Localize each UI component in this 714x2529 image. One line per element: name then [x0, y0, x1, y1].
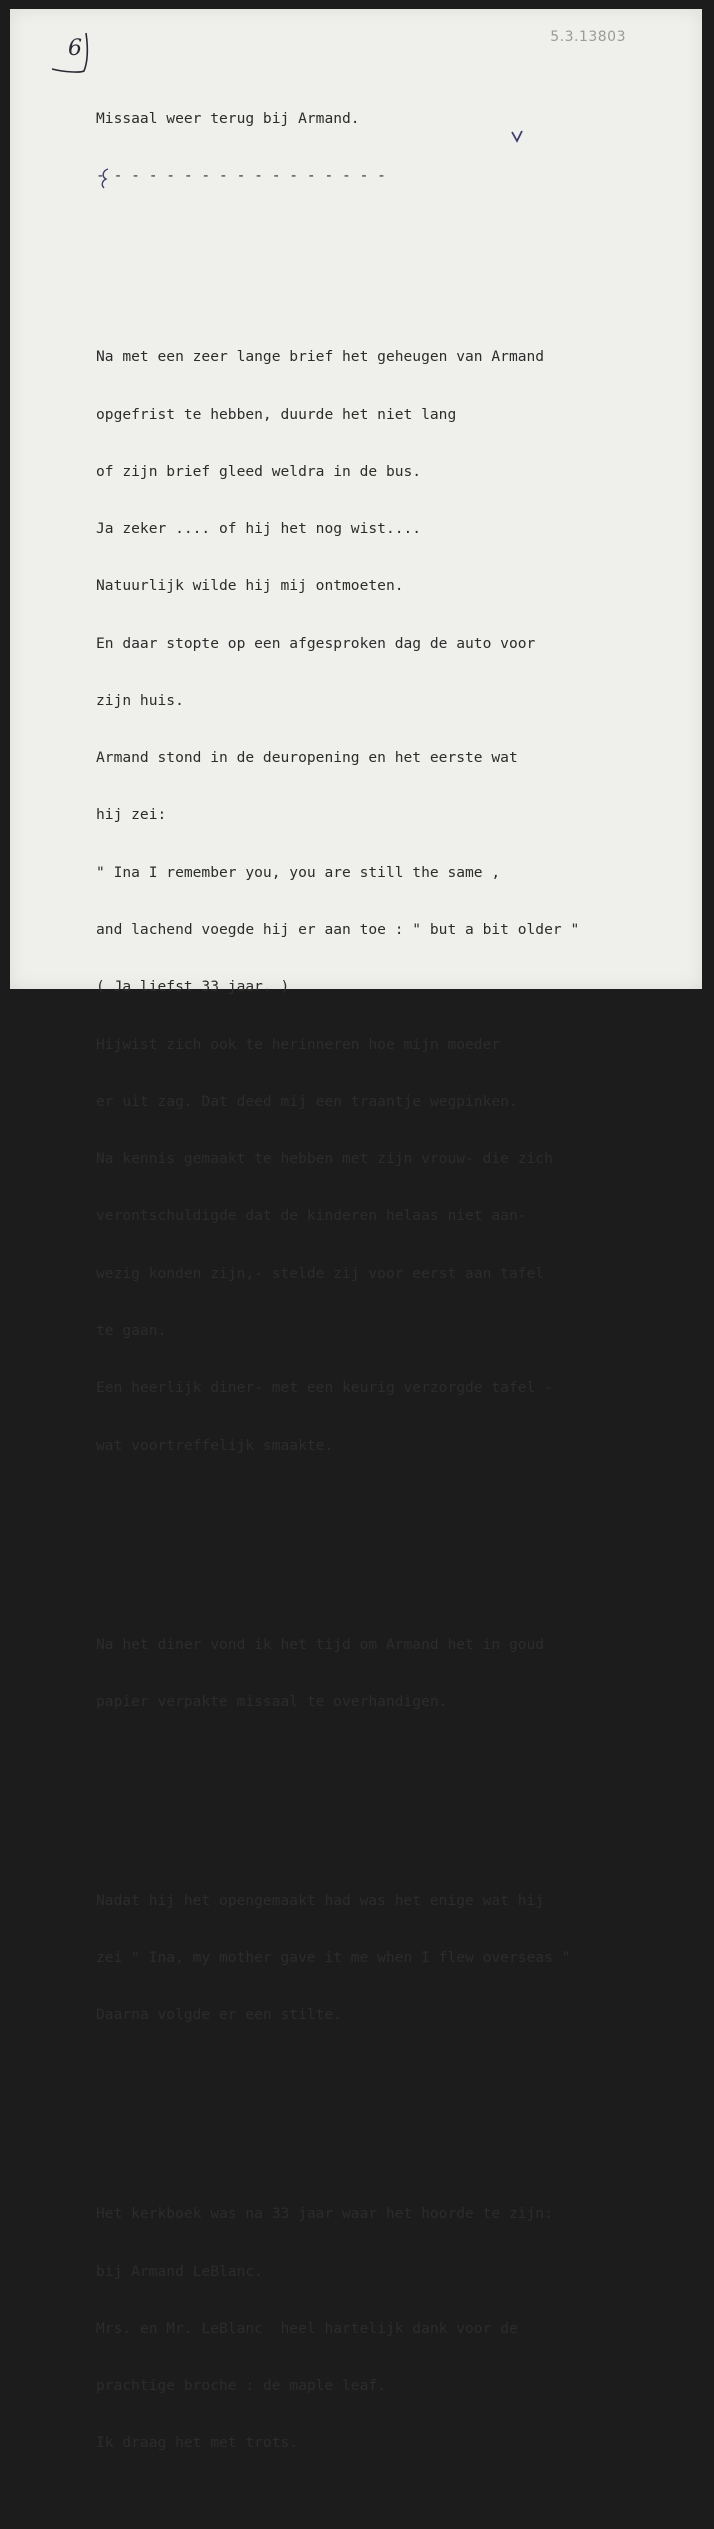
- text-line: er uit zag. Dat deed mij een traantje wegpinken.: [96, 1092, 518, 1110]
- text-line: Nadat hij het opengemaakt had was het enige wat hij: [96, 1891, 545, 1909]
- text-line: bij Armand LeBlanc.: [96, 2262, 263, 2280]
- text-line: Daarna volgde er een stilte.: [96, 2006, 343, 2024]
- text-line: zijn huis.: [96, 691, 184, 709]
- text-line: wat voortreffelijk smaakte.: [96, 1436, 334, 1454]
- text-line: " Ina I remember you, you are still the same ,: [96, 863, 501, 881]
- text-line: Ja zeker .... of hij het nog wist....: [96, 520, 422, 538]
- text-line: Mrs. en Mr. LeBlanc heel hartelijk dank voor de: [96, 2319, 518, 2337]
- text-line: Na met een zeer lange brief het geheugen van Armand: [96, 348, 545, 366]
- document-page: [10, 9, 702, 2452]
- text-line: Armand stond in de deuropening en het eerste wat: [96, 749, 518, 767]
- document-title: Missaal weer terug bij Armand.: [96, 110, 360, 128]
- text-line: Het kerkboek was na 33 jaar waar het hoorde te zijn:: [96, 2205, 553, 2223]
- archive-reference: 5.3.13803: [550, 29, 626, 45]
- typed-text: [96, 71, 686, 2529]
- text-line: zei " Ina, my mother gave it me when I flew overseas ": [96, 1949, 571, 1966]
- text-line: and lachend voegde hij er aan toe : " but a bit older ": [96, 921, 580, 939]
- paragraph-2: [96, 1596, 686, 1749]
- text-line: te gaan.: [96, 1322, 167, 1339]
- text-line: En daar stopte op een afgesproken dag de auto voor: [96, 634, 536, 652]
- handwritten-page-number: 6: [68, 36, 82, 61]
- text-line: hij zei:: [96, 806, 167, 824]
- paragraph-4: [96, 2166, 686, 2491]
- text-line: Een heerlijk diner- met een keurig verzorgde tafel -: [96, 1379, 553, 1397]
- text-line: Hijwist zich ook te herinneren hoe mijn moeder: [96, 1035, 501, 1053]
- paragraph-1: [96, 309, 686, 1493]
- text-line: Ik draag het met trots.: [96, 2434, 299, 2452]
- text-line: prachtige broche : de maple leaf.: [96, 2377, 386, 2395]
- text-line: of zijn brief gleed weldra in de bus.: [96, 462, 422, 480]
- text-line: Na het diner vond ik het tijd om Armand het in goud: [96, 1635, 545, 1653]
- paragraph-3: [96, 1853, 686, 2063]
- text-line: ( Ja liefst 33 jaar. ): [96, 978, 290, 996]
- text-line: Na kennis gemaakt te hebben met zijn vrouw- die zich: [96, 1150, 553, 1168]
- text-line: opgefrist te hebben, duurde het niet lang: [96, 405, 457, 423]
- text-line: wezig konden zijn,- stelde zij voor eerst aan tafel: [96, 1264, 545, 1282]
- ink-correction-mark: [98, 167, 112, 189]
- ink-correction-mark: [510, 129, 524, 143]
- text-line: papier verpakte missaal te overhandigen.: [96, 1692, 448, 1710]
- text-line: Natuurlijk wilde hij mij ontmoeten.: [96, 577, 404, 595]
- title-underline: - - - - - - - - - - - - - - - - -: [96, 167, 386, 185]
- text-line: verontschuldigde dat de kinderen helaas niet aan-: [96, 1207, 527, 1225]
